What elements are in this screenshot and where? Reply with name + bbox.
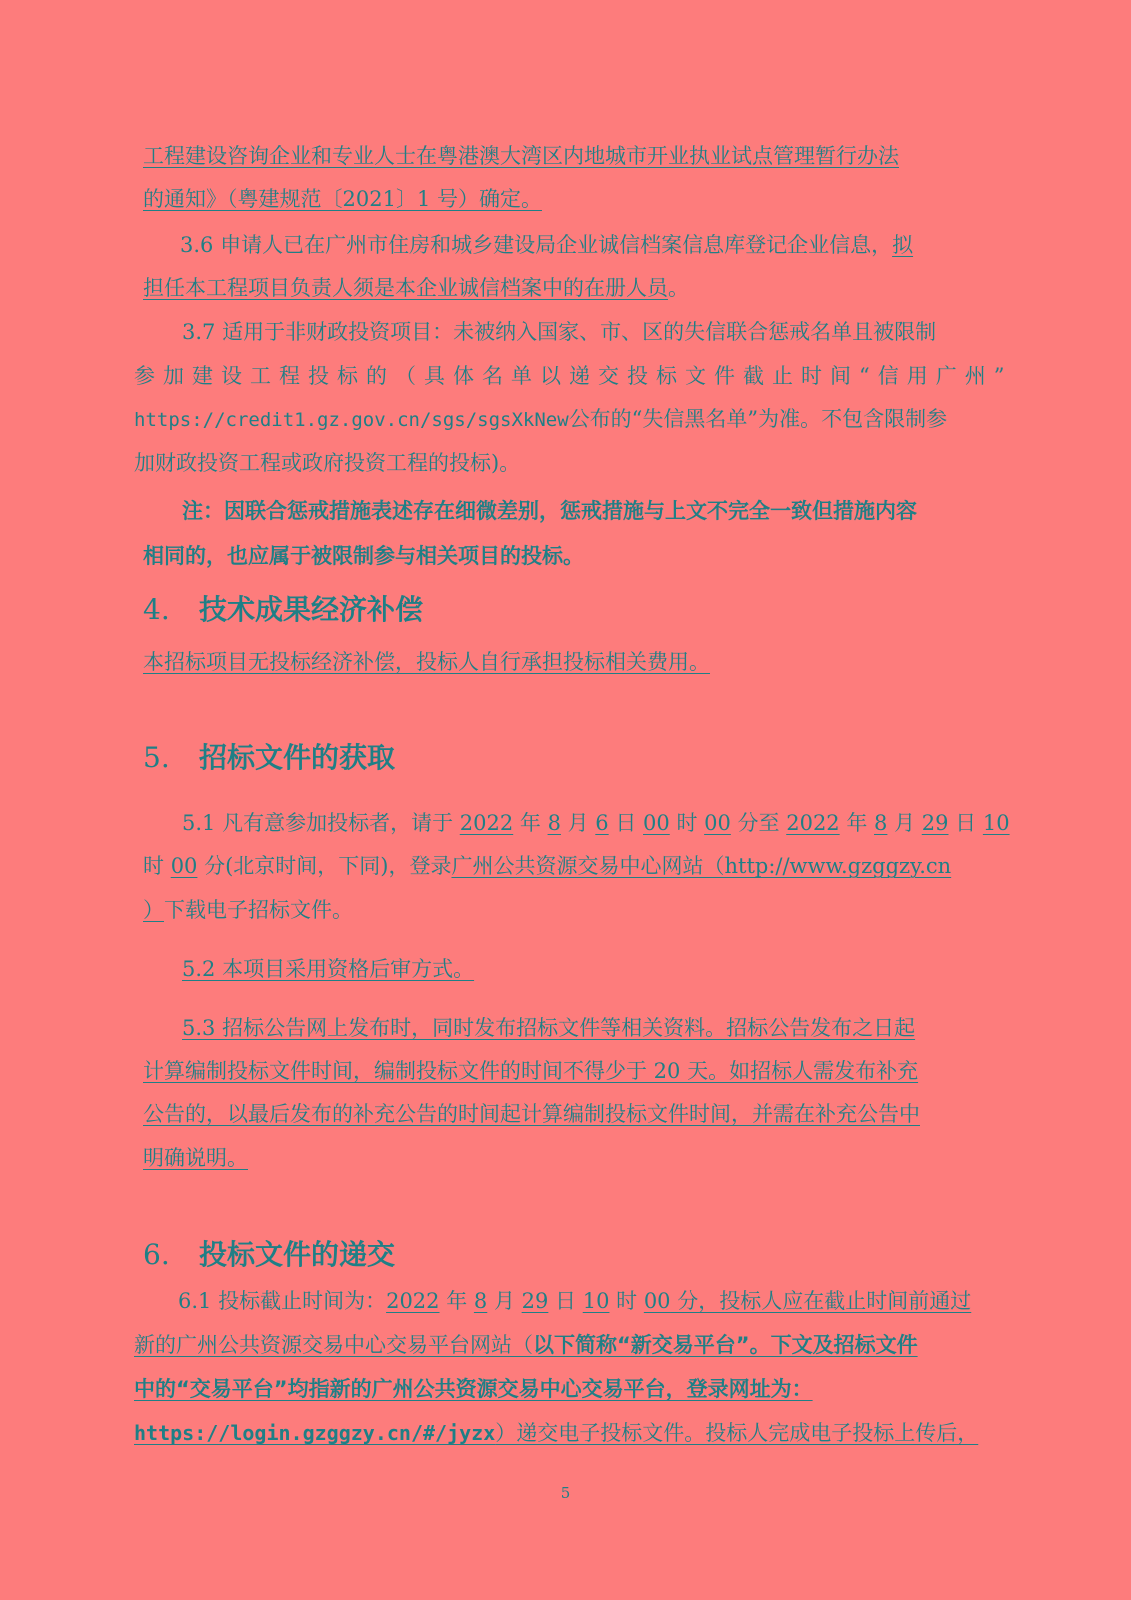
clause-6-1-cont	[134, 1418, 978, 1448]
date-value: 8	[874, 811, 888, 835]
paragraph-line: 的通知》（粤建规范〔2021〕1 号）确定。	[143, 187, 542, 211]
section-4-body: 本招标项目无投标经济补偿，投标人自行承担投标相关费用。	[143, 650, 710, 674]
clause-text: ）递交电子投标文件。投标人完成电子投标上传后，	[495, 1421, 979, 1445]
section-number: 6.	[143, 1238, 170, 1271]
paragraph-line: 工程建设咨询企业和专业人士在粤港澳大湾区内地城市开业执业试点管理暂行办法	[143, 144, 899, 168]
clause-text: 日	[548, 1289, 583, 1313]
clause-text: 新的广州公共资源交易中心交易平台网站（	[134, 1333, 533, 1357]
credit-url: https://credit1.gz.gov.cn/sgs/sgsXkNew	[134, 409, 569, 431]
clause-5-1-cont	[143, 851, 951, 881]
clause-text: 下载电子招标文件。	[164, 898, 353, 922]
clause-text: 公布的“失信黑名单”为准。不包含限制参	[568, 407, 948, 431]
clause-3-7-cont	[134, 404, 947, 435]
date-value: 10	[982, 811, 1010, 835]
clause-5-3-cont: 明确说明。	[143, 1146, 248, 1170]
clause-text: 日	[608, 811, 644, 835]
date-value: 00	[643, 1289, 671, 1313]
clause-5-1	[182, 808, 1010, 838]
clause-text: 。	[668, 276, 689, 300]
clause-3-7-cont: 参加建设工程投标的（具体名单以递交投标文件截止时间“信用广州”	[134, 364, 1013, 388]
section-number: 4.	[143, 593, 170, 626]
clause-5-2: 5.2 本项目采用资格后审方式。	[182, 957, 475, 981]
section-heading-4	[143, 592, 423, 628]
clause-6-1-cont	[134, 1330, 918, 1360]
clause-5-1-cont	[143, 895, 353, 925]
section-heading-6	[143, 1237, 395, 1273]
clause-6-1-cont: 中的“交易平台”均指新的广州公共资源交易中心交易平台，登录网址为：	[134, 1377, 813, 1401]
clause-3-6-cont	[143, 273, 689, 303]
clause-5-3: 5.3 招标公告网上发布时，同时发布招标文件等相关资料。招标公告发布之日起	[182, 1016, 916, 1040]
section-title: 招标文件的获取	[199, 741, 396, 774]
clause-text: 担任本工程项目负责人须是本企业诚信档案中的在册人员	[143, 276, 668, 300]
clause-5-3-cont: 公告的，以最后发布的补充公告的时间起计算编制投标文件时间，并需在补充公告中	[143, 1102, 920, 1126]
note-line: 注：因联合惩戒措施表述存在细微差别，惩戒措施与上文不完全一致但措施内容	[182, 499, 917, 523]
gzggzy-site-link[interactable]: 广州公共资源交易中心网站（http://www.gzggzy.cn	[451, 854, 952, 878]
section-title: 投标文件的递交	[199, 1238, 396, 1271]
clause-text: 分(北京时间，下同)，登录	[197, 854, 452, 878]
date-value: 2022	[386, 1289, 440, 1313]
page-number: 5	[560, 1484, 571, 1502]
date-value: 29	[521, 1289, 549, 1313]
clause-text: 年	[513, 811, 548, 835]
clause-text: 分至	[730, 811, 787, 835]
date-value: 8	[547, 811, 561, 835]
clause-text: 6.1 投标截止时间为：	[178, 1289, 387, 1313]
gzggzy-site-link-end[interactable]: ）	[143, 898, 164, 922]
login-url-link[interactable]: https://login.gzggzy.cn/#/jyzx	[134, 1421, 496, 1445]
clause-text: 月	[887, 811, 922, 835]
date-value: 00	[170, 854, 198, 878]
clause-3-6	[180, 230, 913, 260]
date-value: 00	[704, 811, 731, 835]
clause-5-3-cont: 计算编制投标文件时间，编制投标文件的时间不得少于 20 天。如招标人需发布补充	[143, 1059, 919, 1083]
date-value: 2022	[786, 811, 840, 835]
clause-text: 时	[669, 811, 705, 835]
date-value: 2022	[459, 811, 514, 835]
clause-text: 3.6 申请人已在广州市住房和城乡建设局企业诚信档案信息库登记企业信息，	[180, 233, 893, 257]
date-value: 10	[582, 1289, 610, 1313]
clause-text: 月	[560, 811, 596, 835]
clause-text: 年	[439, 1289, 474, 1313]
section-heading-5	[143, 740, 395, 776]
date-value: 6	[595, 811, 609, 835]
clause-text-bold: 以下简称“新交易平台”。下文及招标文件	[533, 1333, 918, 1357]
clause-6-1	[178, 1286, 971, 1316]
clause-text: 时	[143, 854, 171, 878]
clause-3-7: 3.7 适用于非财政投资项目：未被纳入国家、市、区的失信联合惩戒名单且被限制	[182, 320, 937, 344]
clause-text: 拟	[892, 233, 914, 257]
clause-text: 5.1 凡有意参加投标者，请于	[182, 811, 460, 835]
clause-text: 分，投标人应在截止时间前通过	[670, 1289, 972, 1313]
date-value: 29	[921, 811, 949, 835]
clause-text: 时	[609, 1289, 644, 1313]
clause-3-7-cont: 加财政投资工程或政府投资工程的投标)。	[134, 451, 521, 475]
date-value: 00	[643, 811, 670, 835]
section-title: 技术成果经济补偿	[199, 593, 424, 626]
section-number: 5.	[143, 741, 170, 774]
clause-text: 日	[948, 811, 983, 835]
date-value: 8	[473, 1289, 488, 1313]
note-line: 相同的，也应属于被限制参与相关项目的投标。	[143, 544, 584, 568]
clause-text: 月	[487, 1289, 522, 1313]
clause-text: 年	[839, 811, 875, 835]
